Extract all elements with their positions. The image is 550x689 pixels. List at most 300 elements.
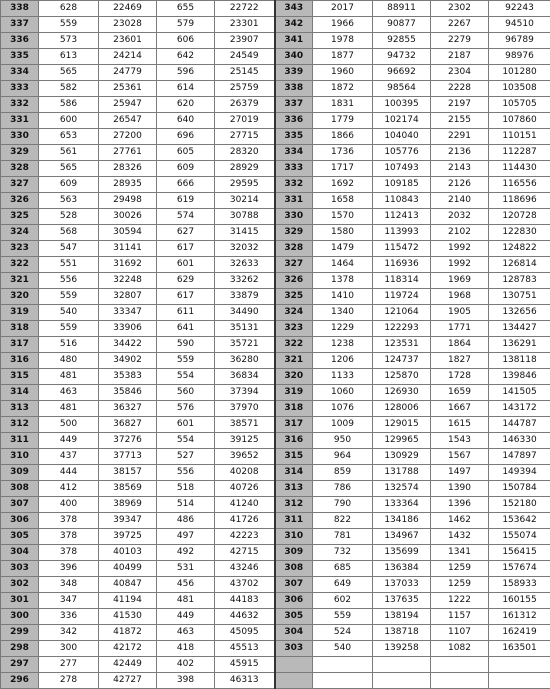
right-cumulative-cell: 137033 [373, 577, 431, 593]
left-cumulative-cell: 32248 [99, 273, 157, 289]
right-count-cell: 1969 [431, 273, 489, 289]
right-cumulative-cell: 139258 [373, 641, 431, 657]
left-count-cell: 540 [39, 305, 99, 321]
left-cumulative-cell: 33879 [215, 289, 275, 305]
left-cumulative-cell: 38571 [215, 417, 275, 433]
right-count-cell: 2155 [431, 113, 489, 129]
right-cumulative-cell: 126930 [373, 385, 431, 401]
left-score-cell: 319 [1, 305, 39, 321]
left-cumulative-cell: 35721 [215, 337, 275, 353]
right-cumulative-cell: 138118 [489, 353, 550, 369]
left-cumulative-cell: 33906 [99, 321, 157, 337]
right-cumulative-cell: 143172 [489, 401, 550, 417]
left-count-cell: 613 [39, 49, 99, 65]
left-cumulative-cell: 28935 [99, 177, 157, 193]
left-cumulative-cell: 41530 [99, 609, 157, 625]
left-count-cell: 277 [39, 657, 99, 673]
right-score-cell: 318 [275, 401, 313, 417]
right-count-cell: 1009 [313, 417, 373, 433]
left-cumulative-cell: 35846 [99, 385, 157, 401]
left-score-cell: 331 [1, 113, 39, 129]
right-cumulative-cell: 156415 [489, 545, 550, 561]
left-cumulative-cell: 38969 [99, 497, 157, 513]
right-cumulative-cell: 136384 [373, 561, 431, 577]
left-score-cell: 304 [1, 545, 39, 561]
right-count-cell: 1341 [431, 545, 489, 561]
right-count-cell: 732 [313, 545, 373, 561]
right-count-cell: 1157 [431, 609, 489, 625]
left-cumulative-cell: 34902 [99, 353, 157, 369]
left-score-cell: 316 [1, 353, 39, 369]
table-row [1, 513, 550, 529]
right-count-cell: 2267 [431, 17, 489, 33]
right-score-cell: 335 [275, 129, 313, 145]
right-count-cell: 1570 [313, 209, 373, 225]
table-row [1, 1, 550, 17]
right-count-cell: 1667 [431, 401, 489, 417]
left-cumulative-cell: 25759 [215, 81, 275, 97]
left-cumulative-cell: 43702 [215, 577, 275, 593]
left-cumulative-cell: 37970 [215, 401, 275, 417]
right-score-cell: 305 [275, 609, 313, 625]
left-cumulative-cell: 40847 [99, 577, 157, 593]
right-score-cell: 312 [275, 497, 313, 513]
right-count-cell: 2279 [431, 33, 489, 49]
right-count-cell: 2304 [431, 65, 489, 81]
right-count-cell: 1206 [313, 353, 373, 369]
right-cumulative-cell: 135699 [373, 545, 431, 561]
left-cumulative-cell: 28320 [215, 145, 275, 161]
left-cumulative-cell: 40499 [99, 561, 157, 577]
table-row [1, 113, 550, 129]
left-count-cell: 590 [157, 337, 215, 353]
left-count-cell: 696 [157, 129, 215, 145]
right-cumulative-cell: 133364 [373, 497, 431, 513]
left-cumulative-cell: 44183 [215, 593, 275, 609]
right-score-cell: 332 [275, 177, 313, 193]
right-score-cell: 310 [275, 529, 313, 545]
left-count-cell: 342 [39, 625, 99, 641]
left-count-cell: 614 [157, 81, 215, 97]
left-cumulative-cell: 32807 [99, 289, 157, 305]
left-score-cell: 333 [1, 81, 39, 97]
left-cumulative-cell: 45513 [215, 641, 275, 657]
left-count-cell: 586 [39, 97, 99, 113]
right-count-cell: 1396 [431, 497, 489, 513]
right-cumulative-cell: 88911 [373, 1, 431, 17]
right-score-cell: 306 [275, 593, 313, 609]
left-cumulative-cell: 29498 [99, 193, 157, 209]
left-count-cell: 642 [157, 49, 215, 65]
table-row [1, 385, 550, 401]
table-row [1, 465, 550, 481]
right-cumulative-cell: 129015 [373, 417, 431, 433]
score-table-body [1, 1, 550, 689]
left-count-cell: 378 [39, 529, 99, 545]
right-count-cell: 964 [313, 449, 373, 465]
left-cumulative-cell: 23301 [215, 17, 275, 33]
table-row [1, 65, 550, 81]
left-count-cell: 396 [39, 561, 99, 577]
right-count-cell: 1479 [313, 241, 373, 257]
table-row [1, 49, 550, 65]
table-row [1, 369, 550, 385]
right-count-cell: 1410 [313, 289, 373, 305]
table-row [1, 641, 550, 657]
right-cumulative-cell: 152180 [489, 497, 550, 513]
right-cumulative-cell: 134427 [489, 321, 550, 337]
left-cumulative-cell: 27200 [99, 129, 157, 145]
right-cumulative-cell: 94732 [373, 49, 431, 65]
right-count-cell: 1107 [431, 625, 489, 641]
left-count-cell: 378 [39, 513, 99, 529]
right-cumulative-cell: 162419 [489, 625, 550, 641]
right-score-cell: 341 [275, 33, 313, 49]
left-score-cell: 309 [1, 465, 39, 481]
right-cumulative-cell: 121064 [373, 305, 431, 321]
right-cumulative-cell [373, 673, 431, 689]
right-cumulative-cell: 112413 [373, 209, 431, 225]
right-cumulative-cell: 134186 [373, 513, 431, 529]
right-cumulative-cell: 105705 [489, 97, 550, 113]
right-score-cell: 323 [275, 321, 313, 337]
left-cumulative-cell: 27761 [99, 145, 157, 161]
left-count-cell: 492 [157, 545, 215, 561]
left-score-cell: 297 [1, 657, 39, 673]
right-count-cell: 1831 [313, 97, 373, 113]
right-count-cell: 822 [313, 513, 373, 529]
right-cumulative-cell: 101280 [489, 65, 550, 81]
table-row [1, 273, 550, 289]
right-count-cell: 602 [313, 593, 373, 609]
right-cumulative-cell: 125870 [373, 369, 431, 385]
right-score-cell: 308 [275, 561, 313, 577]
right-count-cell: 2143 [431, 161, 489, 177]
left-cumulative-cell: 25361 [99, 81, 157, 97]
table-row [1, 561, 550, 577]
left-cumulative-cell: 25145 [215, 65, 275, 81]
table-row [1, 673, 550, 689]
left-score-cell: 311 [1, 433, 39, 449]
left-count-cell: 609 [39, 177, 99, 193]
table-row [1, 177, 550, 193]
right-count-cell: 1462 [431, 513, 489, 529]
left-cumulative-cell: 42449 [99, 657, 157, 673]
right-cumulative-cell: 110843 [373, 193, 431, 209]
right-cumulative-cell: 114430 [489, 161, 550, 177]
left-cumulative-cell: 27019 [215, 113, 275, 129]
right-count-cell: 1497 [431, 465, 489, 481]
right-count-cell: 1966 [313, 17, 373, 33]
left-count-cell: 600 [39, 113, 99, 129]
right-score-cell [275, 657, 313, 673]
left-cumulative-cell: 45095 [215, 625, 275, 641]
left-score-cell: 329 [1, 145, 39, 161]
right-count-cell: 2017 [313, 1, 373, 17]
left-score-cell: 337 [1, 17, 39, 33]
left-cumulative-cell: 42727 [99, 673, 157, 689]
left-count-cell: 568 [39, 225, 99, 241]
left-count-cell: 579 [157, 17, 215, 33]
right-count-cell: 1779 [313, 113, 373, 129]
right-count-cell: 1567 [431, 449, 489, 465]
left-count-cell: 559 [157, 353, 215, 369]
right-score-cell: 314 [275, 465, 313, 481]
left-cumulative-cell: 22469 [99, 1, 157, 17]
left-count-cell: 606 [157, 33, 215, 49]
right-cumulative-cell: 110151 [489, 129, 550, 145]
right-count-cell: 2102 [431, 225, 489, 241]
table-row [1, 225, 550, 241]
left-cumulative-cell: 31415 [215, 225, 275, 241]
right-score-cell: 325 [275, 289, 313, 305]
right-cumulative-cell: 103508 [489, 81, 550, 97]
right-cumulative-cell: 141505 [489, 385, 550, 401]
right-count-cell: 1864 [431, 337, 489, 353]
right-score-cell: 317 [275, 417, 313, 433]
right-count-cell [431, 657, 489, 673]
left-count-cell: 514 [157, 497, 215, 513]
left-cumulative-cell: 39125 [215, 433, 275, 449]
left-score-cell: 324 [1, 225, 39, 241]
right-count-cell: 1082 [431, 641, 489, 657]
right-cumulative-cell: 120728 [489, 209, 550, 225]
left-count-cell: 378 [39, 545, 99, 561]
left-count-cell: 527 [157, 449, 215, 465]
right-cumulative-cell: 107860 [489, 113, 550, 129]
table-row [1, 321, 550, 337]
left-count-cell: 565 [39, 161, 99, 177]
right-cumulative-cell: 136291 [489, 337, 550, 353]
right-score-cell: 342 [275, 17, 313, 33]
left-cumulative-cell: 24549 [215, 49, 275, 65]
left-cumulative-cell: 36834 [215, 369, 275, 385]
left-count-cell: 596 [157, 65, 215, 81]
right-count-cell: 2136 [431, 145, 489, 161]
left-cumulative-cell: 29595 [215, 177, 275, 193]
right-cumulative-cell: 96789 [489, 33, 550, 49]
left-count-cell: 627 [157, 225, 215, 241]
right-count-cell: 1978 [313, 33, 373, 49]
right-score-cell: 338 [275, 81, 313, 97]
left-cumulative-cell: 37713 [99, 449, 157, 465]
table-row [1, 433, 550, 449]
right-cumulative-cell: 146330 [489, 433, 550, 449]
right-cumulative-cell: 138194 [373, 609, 431, 625]
left-score-cell: 306 [1, 513, 39, 529]
left-cumulative-cell: 41726 [215, 513, 275, 529]
right-cumulative-cell: 149394 [489, 465, 550, 481]
left-count-cell: 528 [39, 209, 99, 225]
left-score-cell: 338 [1, 1, 39, 17]
right-count-cell: 1378 [313, 273, 373, 289]
left-count-cell: 481 [157, 593, 215, 609]
left-cumulative-cell: 46313 [215, 673, 275, 689]
left-count-cell: 449 [157, 609, 215, 625]
left-count-cell: 556 [39, 273, 99, 289]
right-count-cell: 1992 [431, 241, 489, 257]
left-count-cell: 666 [157, 177, 215, 193]
right-count-cell: 1771 [431, 321, 489, 337]
right-score-cell: 337 [275, 97, 313, 113]
left-cumulative-cell: 37394 [215, 385, 275, 401]
left-score-cell: 322 [1, 257, 39, 273]
table-row [1, 257, 550, 273]
left-cumulative-cell: 40726 [215, 481, 275, 497]
right-cumulative-cell: 126814 [489, 257, 550, 273]
left-count-cell: 278 [39, 673, 99, 689]
right-cumulative-cell: 119724 [373, 289, 431, 305]
table-row [1, 481, 550, 497]
left-count-cell: 629 [157, 273, 215, 289]
left-count-cell: 563 [39, 193, 99, 209]
right-score-cell: 315 [275, 449, 313, 465]
table-row [1, 129, 550, 145]
right-count-cell: 1222 [431, 593, 489, 609]
right-count-cell: 559 [313, 609, 373, 625]
right-count-cell: 1390 [431, 481, 489, 497]
table-row [1, 193, 550, 209]
left-cumulative-cell: 23907 [215, 33, 275, 49]
right-count-cell: 1905 [431, 305, 489, 321]
left-cumulative-cell: 25947 [99, 97, 157, 113]
left-count-cell: 516 [39, 337, 99, 353]
right-cumulative-cell: 128006 [373, 401, 431, 417]
right-cumulative-cell: 163501 [489, 641, 550, 657]
left-count-cell: 619 [157, 193, 215, 209]
left-score-cell: 334 [1, 65, 39, 81]
right-count-cell: 1877 [313, 49, 373, 65]
left-cumulative-cell: 39725 [99, 529, 157, 545]
left-count-cell: 611 [157, 305, 215, 321]
left-cumulative-cell: 24779 [99, 65, 157, 81]
right-count-cell: 2197 [431, 97, 489, 113]
right-cumulative-cell: 161312 [489, 609, 550, 625]
right-score-cell: 328 [275, 241, 313, 257]
right-count-cell: 1543 [431, 433, 489, 449]
left-count-cell: 582 [39, 81, 99, 97]
right-count-cell: 685 [313, 561, 373, 577]
left-cumulative-cell: 42715 [215, 545, 275, 561]
left-cumulative-cell: 44632 [215, 609, 275, 625]
left-cumulative-cell: 34422 [99, 337, 157, 353]
left-cumulative-cell: 41240 [215, 497, 275, 513]
left-score-cell: 330 [1, 129, 39, 145]
left-count-cell: 347 [39, 593, 99, 609]
right-count-cell [313, 673, 373, 689]
right-cumulative-cell: 132656 [489, 305, 550, 321]
right-score-cell: 320 [275, 369, 313, 385]
left-count-cell: 653 [39, 129, 99, 145]
right-score-cell: 326 [275, 273, 313, 289]
left-score-cell: 335 [1, 49, 39, 65]
right-cumulative-cell: 104040 [373, 129, 431, 145]
left-score-cell: 307 [1, 497, 39, 513]
right-score-cell: 303 [275, 641, 313, 657]
right-count-cell: 2126 [431, 177, 489, 193]
right-cumulative-cell: 158933 [489, 577, 550, 593]
left-count-cell: 500 [39, 417, 99, 433]
right-score-cell: 307 [275, 577, 313, 593]
left-count-cell: 463 [157, 625, 215, 641]
right-count-cell: 1968 [431, 289, 489, 305]
right-cumulative-cell: 124737 [373, 353, 431, 369]
right-cumulative-cell: 134967 [373, 529, 431, 545]
left-score-cell: 303 [1, 561, 39, 577]
left-count-cell: 641 [157, 321, 215, 337]
right-cumulative-cell: 109185 [373, 177, 431, 193]
right-cumulative-cell: 130751 [489, 289, 550, 305]
right-cumulative-cell: 92243 [489, 1, 550, 17]
left-cumulative-cell: 43246 [215, 561, 275, 577]
right-score-cell: 319 [275, 385, 313, 401]
left-count-cell: 486 [157, 513, 215, 529]
right-cumulative-cell: 98976 [489, 49, 550, 65]
left-count-cell: 573 [39, 33, 99, 49]
left-score-cell: 332 [1, 97, 39, 113]
left-count-cell: 449 [39, 433, 99, 449]
right-cumulative-cell: 118696 [489, 193, 550, 209]
left-cumulative-cell: 27715 [215, 129, 275, 145]
left-score-cell: 325 [1, 209, 39, 225]
left-score-cell: 302 [1, 577, 39, 593]
left-score-cell: 310 [1, 449, 39, 465]
left-count-cell: 620 [157, 97, 215, 113]
right-cumulative-cell: 112287 [489, 145, 550, 161]
left-cumulative-cell: 35383 [99, 369, 157, 385]
right-count-cell: 1866 [313, 129, 373, 145]
right-score-cell: 340 [275, 49, 313, 65]
right-cumulative-cell: 116936 [373, 257, 431, 273]
table-row [1, 289, 550, 305]
right-count-cell: 1615 [431, 417, 489, 433]
table-row [1, 145, 550, 161]
right-count-cell: 1692 [313, 177, 373, 193]
table-row [1, 577, 550, 593]
left-count-cell: 412 [39, 481, 99, 497]
left-count-cell: 398 [157, 673, 215, 689]
right-cumulative-cell: 122293 [373, 321, 431, 337]
right-score-cell: 333 [275, 161, 313, 177]
table-row [1, 401, 550, 417]
left-cumulative-cell: 34490 [215, 305, 275, 321]
left-count-cell: 565 [39, 65, 99, 81]
left-score-cell: 336 [1, 33, 39, 49]
left-cumulative-cell: 42223 [215, 529, 275, 545]
right-cumulative-cell: 92855 [373, 33, 431, 49]
left-cumulative-cell: 41872 [99, 625, 157, 641]
left-cumulative-cell: 33262 [215, 273, 275, 289]
left-count-cell: 336 [39, 609, 99, 625]
left-cumulative-cell: 28326 [99, 161, 157, 177]
right-count-cell: 790 [313, 497, 373, 513]
right-count-cell: 859 [313, 465, 373, 481]
right-count-cell: 1992 [431, 257, 489, 273]
right-cumulative-cell: 124822 [489, 241, 550, 257]
right-cumulative-cell: 129965 [373, 433, 431, 449]
left-score-cell: 314 [1, 385, 39, 401]
right-count-cell: 950 [313, 433, 373, 449]
left-count-cell: 556 [157, 465, 215, 481]
left-score-cell: 312 [1, 417, 39, 433]
left-count-cell: 481 [39, 401, 99, 417]
right-score-cell: 322 [275, 337, 313, 353]
right-cumulative-cell [489, 673, 550, 689]
left-cumulative-cell: 40208 [215, 465, 275, 481]
right-count-cell: 1432 [431, 529, 489, 545]
right-count-cell: 1960 [313, 65, 373, 81]
left-count-cell: 609 [157, 161, 215, 177]
